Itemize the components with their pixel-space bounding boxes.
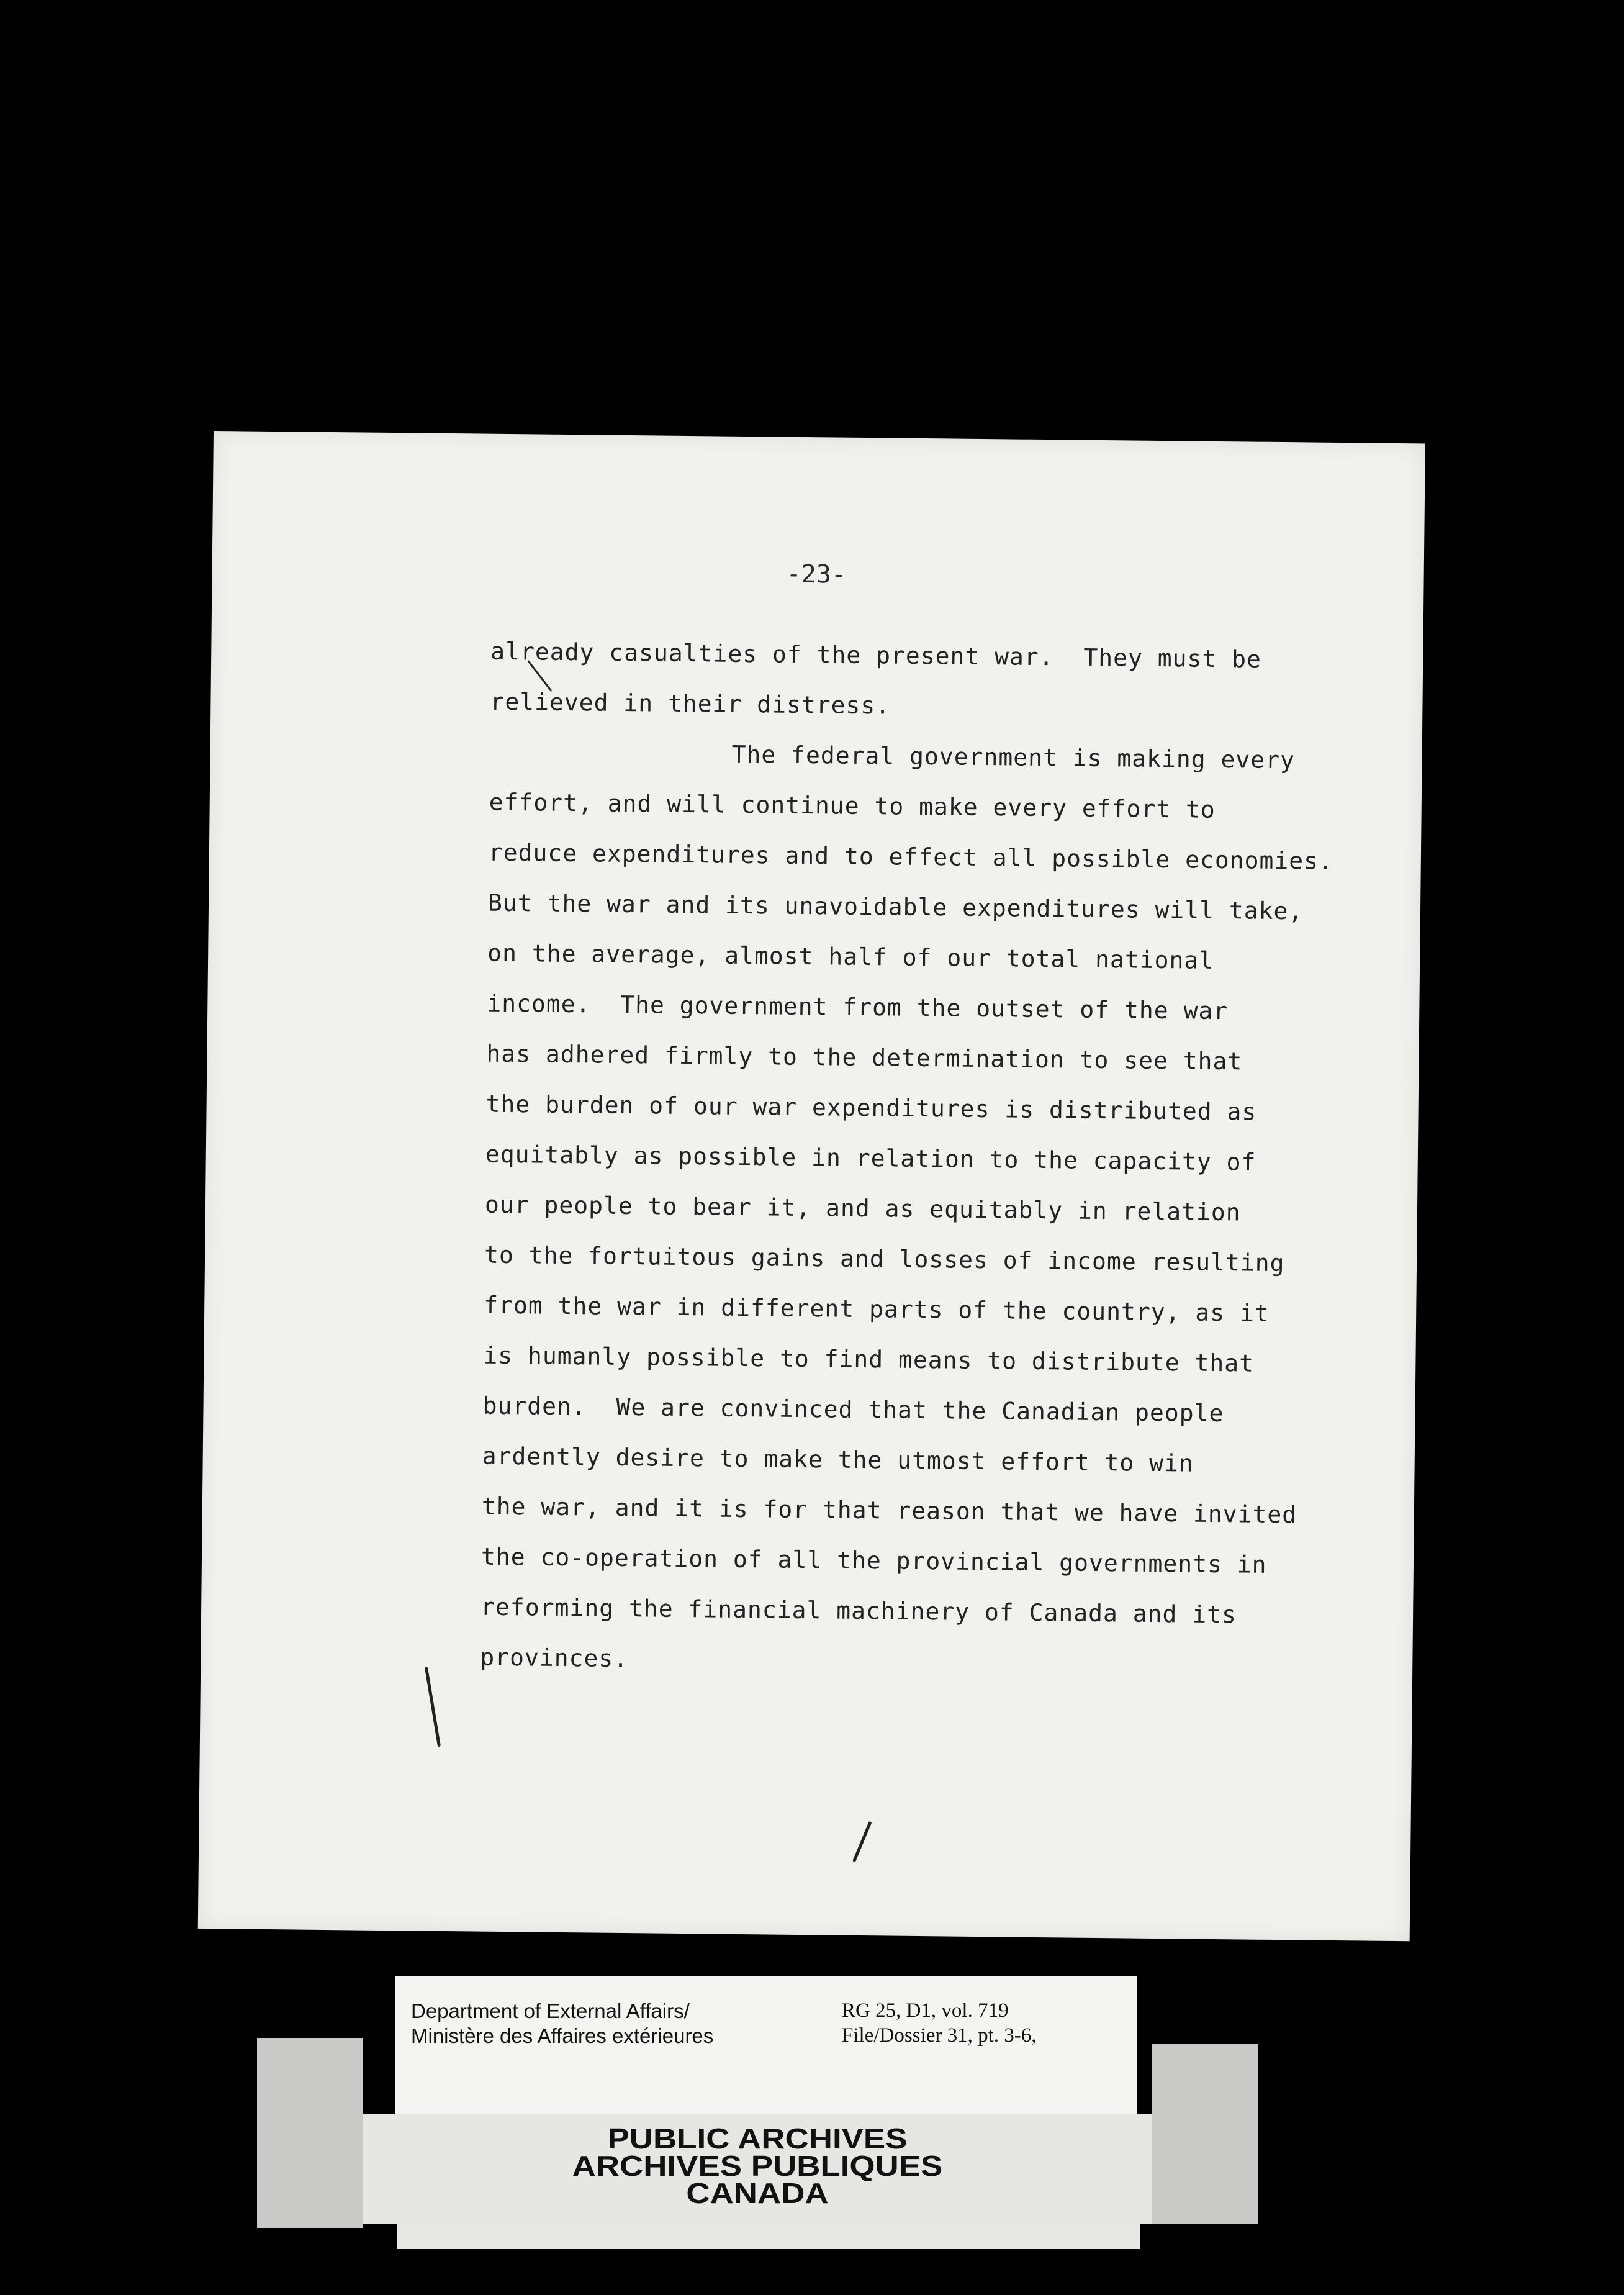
text-line: already casualties of the present war. They must be xyxy=(490,637,1262,673)
stamp-line-country: CANADA xyxy=(686,2177,829,2209)
text-line: the war, and it is for that reason that we have invited xyxy=(481,1492,1297,1529)
text-line: ardently desire to make the utmost effort to win xyxy=(482,1442,1194,1477)
text-line: the burden of our war expenditures is distributed as xyxy=(485,1090,1257,1126)
text-line: is humanly possible to find means to distribute that xyxy=(483,1341,1255,1377)
text-line: the co-operation of all the provincial governments in xyxy=(480,1542,1267,1578)
text-line: income. The government from the outset of the war xyxy=(487,989,1229,1025)
page-number: -23- xyxy=(786,559,847,589)
text-line: reduce expenditures and to effect all possible economies. xyxy=(488,838,1334,875)
record-group-reference: RG 25, D1, vol. 719 xyxy=(842,1999,1009,2022)
text-line: relieved in their distress. xyxy=(490,687,891,720)
text-line: to the fortuitous gains and losses of income resulting xyxy=(484,1241,1285,1277)
archives-stamp xyxy=(304,2122,1212,2209)
pen-mark xyxy=(425,1667,441,1747)
text-line: on the average, almost half of our total national xyxy=(487,939,1214,974)
text-line: But the war and its unavoidable expenditures will take, xyxy=(487,889,1304,925)
pen-mark xyxy=(852,1821,872,1863)
text-line: has adhered firmly to the determination to see that xyxy=(486,1039,1243,1075)
stamp-line-english: PUBLIC ARCHIVES xyxy=(607,2122,908,2155)
text-line: The federal government is making every xyxy=(731,740,1296,774)
text-line: provinces. xyxy=(480,1643,629,1673)
archive-reference-card xyxy=(395,1976,1137,2114)
text-line: from the war in different parts of the country, as it xyxy=(484,1291,1270,1327)
department-english: Department of External Affairs/ xyxy=(411,1999,690,2022)
stamp-line-french: ARCHIVES PUBLIQUES xyxy=(572,2150,943,2182)
text-line: our people to bear it, and as equitably in relation xyxy=(484,1190,1241,1226)
text-line: burden. We are convinced that the Canadian people xyxy=(482,1392,1224,1428)
text-line: effort, and will continue to make every effort to xyxy=(489,788,1216,823)
file-dossier-reference: File/Dossier 31, pt. 3-6, xyxy=(842,2024,1037,2047)
label-bottom-band xyxy=(397,2224,1140,2249)
department-french: Ministère des Affaires extérieures xyxy=(411,2024,714,2047)
body-text xyxy=(480,627,1360,1692)
document-page xyxy=(198,431,1425,1941)
archives-stamp-strip xyxy=(363,2114,1152,2224)
text-line: equitably as possible in relation to the capacity of xyxy=(485,1140,1256,1176)
text-line: reforming the financial machinery of Canada and its xyxy=(480,1593,1237,1629)
